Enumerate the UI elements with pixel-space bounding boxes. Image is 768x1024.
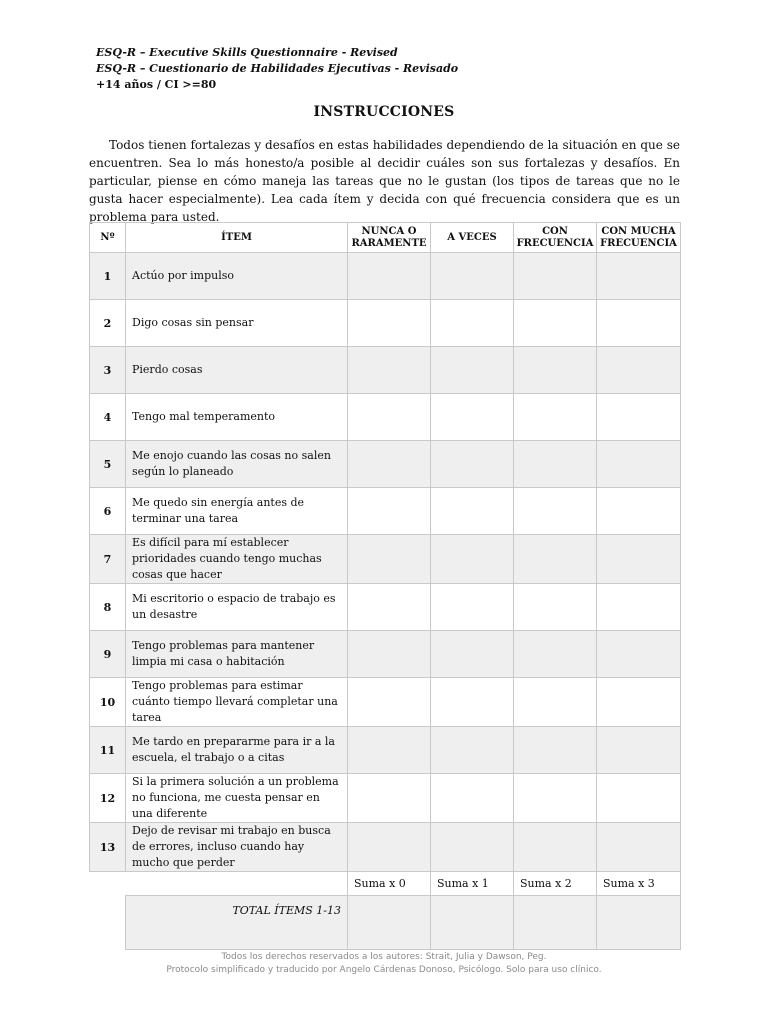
table-header-row: [90, 223, 681, 253]
answer-very-often-cell[interactable]: [597, 441, 681, 488]
footer: [0, 951, 768, 977]
item-text: Tengo problemas para mantener limpia mi casa o habitación: [126, 631, 348, 678]
answer-never-rarely-cell[interactable]: [348, 300, 431, 347]
total-label: TOTAL ÍTEMS 1-13: [126, 896, 348, 950]
sum-x1-label: Suma x 1: [431, 872, 514, 896]
item-text: Pierdo cosas: [126, 347, 348, 394]
answer-sometimes-cell[interactable]: [431, 488, 514, 535]
total-cell-sometimes[interactable]: [431, 896, 514, 950]
table-row: [90, 394, 681, 441]
table-row: [90, 774, 681, 823]
header-item: ÍTEM: [126, 223, 348, 253]
header-never-rarely: NUNCA O RARAMENTE: [348, 223, 431, 253]
answer-very-often-cell[interactable]: [597, 678, 681, 727]
item-number: 13: [90, 823, 126, 872]
header-sometimes: A VECES: [431, 223, 514, 253]
header-age-range: +14 años / CI >=80: [96, 78, 217, 91]
answer-often-cell[interactable]: [514, 535, 597, 584]
answer-often-cell[interactable]: [514, 488, 597, 535]
answer-never-rarely-cell[interactable]: [348, 253, 431, 300]
item-number: 8: [90, 584, 126, 631]
table-row: [90, 823, 681, 872]
answer-often-cell[interactable]: [514, 300, 597, 347]
answer-sometimes-cell[interactable]: [431, 441, 514, 488]
answer-very-often-cell[interactable]: [597, 347, 681, 394]
item-text: Es difícil para mí establecer prioridades cuando tengo muchas cosas que hacer: [126, 535, 348, 584]
sum-x3-label: Suma x 3: [597, 872, 681, 896]
answer-never-rarely-cell[interactable]: [348, 631, 431, 678]
table-row: [90, 441, 681, 488]
answer-often-cell[interactable]: [514, 727, 597, 774]
answer-often-cell[interactable]: [514, 584, 597, 631]
item-text: Digo cosas sin pensar: [126, 300, 348, 347]
footer-credits: Protocolo simplificado y traducido por Angelo Cárdenas Donoso, Psicólogo. Solo para uso clínico.: [166, 965, 602, 975]
item-number: 4: [90, 394, 126, 441]
answer-sometimes-cell[interactable]: [431, 774, 514, 823]
answer-very-often-cell[interactable]: [597, 823, 681, 872]
item-text: Me enojo cuando las cosas no salen según lo planeado: [126, 441, 348, 488]
header-often: CON FRECUENCIA: [514, 223, 597, 253]
answer-never-rarely-cell[interactable]: [348, 823, 431, 872]
item-number: 3: [90, 347, 126, 394]
item-text: Si la primera solución a un problema no funciona, me cuesta pensar en una diferente: [126, 774, 348, 823]
total-cell-often[interactable]: [514, 896, 597, 950]
sum-x2-label: Suma x 2: [514, 872, 597, 896]
item-number: 7: [90, 535, 126, 584]
answer-very-often-cell[interactable]: [597, 394, 681, 441]
instructions-paragraph: Todos tienen fortalezas y desafíos en estas habilidades dependiendo de la situación en que se encuentren. Sea lo más honesto/a posible al decidir cuáles son sus fortalezas y desafíos. En particular, piense en cómo maneja las tareas que no le gustan (los tipos de tareas que no le gusta hacer especialmente). Lea cada ítem y decida con qué frecuencia considera que es un problema para usted.: [89, 138, 680, 224]
footer-rights: Todos los derechos reservados a los autores: Strait, Julia y Dawson, Peg.: [221, 952, 547, 962]
answer-very-often-cell[interactable]: [597, 300, 681, 347]
answer-never-rarely-cell[interactable]: [348, 727, 431, 774]
answer-very-often-cell[interactable]: [597, 253, 681, 300]
item-number: 5: [90, 441, 126, 488]
total-cell-never[interactable]: [348, 896, 431, 950]
answer-sometimes-cell[interactable]: [431, 631, 514, 678]
table-row: [90, 347, 681, 394]
item-number: 10: [90, 678, 126, 727]
answer-sometimes-cell[interactable]: [431, 727, 514, 774]
item-text: Tengo mal temperamento: [126, 394, 348, 441]
answer-often-cell[interactable]: [514, 394, 597, 441]
answer-very-often-cell[interactable]: [597, 631, 681, 678]
answer-often-cell[interactable]: [514, 678, 597, 727]
document-header: [96, 45, 458, 93]
answer-very-often-cell[interactable]: [597, 584, 681, 631]
table-row: [90, 727, 681, 774]
answer-often-cell[interactable]: [514, 823, 597, 872]
answer-sometimes-cell[interactable]: [431, 823, 514, 872]
table-row: [90, 300, 681, 347]
total-row: [90, 896, 681, 950]
answer-often-cell[interactable]: [514, 347, 597, 394]
answer-very-often-cell[interactable]: [597, 774, 681, 823]
answer-never-rarely-cell[interactable]: [348, 394, 431, 441]
answer-never-rarely-cell[interactable]: [348, 347, 431, 394]
answer-never-rarely-cell[interactable]: [348, 584, 431, 631]
answer-never-rarely-cell[interactable]: [348, 535, 431, 584]
answer-sometimes-cell[interactable]: [431, 584, 514, 631]
questionnaire-table: [89, 222, 681, 950]
header-title-english: ESQ-R – Executive Skills Questionnaire - Revised: [96, 46, 398, 59]
table-row: [90, 253, 681, 300]
table-row: [90, 488, 681, 535]
item-number: 9: [90, 631, 126, 678]
total-cell-very-often[interactable]: [597, 896, 681, 950]
item-number: 1: [90, 253, 126, 300]
table-row: [90, 584, 681, 631]
item-number: 2: [90, 300, 126, 347]
answer-never-rarely-cell[interactable]: [348, 774, 431, 823]
item-text: Dejo de revisar mi trabajo en busca de errores, incluso cuando hay mucho que perder: [126, 823, 348, 872]
answer-sometimes-cell[interactable]: [431, 253, 514, 300]
answer-sometimes-cell[interactable]: [431, 535, 514, 584]
item-number: 6: [90, 488, 126, 535]
answer-very-often-cell[interactable]: [597, 727, 681, 774]
answer-sometimes-cell[interactable]: [431, 300, 514, 347]
answer-never-rarely-cell[interactable]: [348, 441, 431, 488]
item-text: Me tardo en prepararme para ir a la escuela, el trabajo o a citas: [126, 727, 348, 774]
item-number: 11: [90, 727, 126, 774]
answer-never-rarely-cell[interactable]: [348, 488, 431, 535]
table-row: [90, 535, 681, 584]
answer-often-cell[interactable]: [514, 631, 597, 678]
item-text: Tengo problemas para estimar cuánto tiempo llevará completar una tarea: [126, 678, 348, 727]
table-row: [90, 631, 681, 678]
answer-often-cell[interactable]: [514, 441, 597, 488]
item-text: Me quedo sin energía antes de terminar una tarea: [126, 488, 348, 535]
answer-very-often-cell[interactable]: [597, 535, 681, 584]
item-text: Mi escritorio o espacio de trabajo es un desastre: [126, 584, 348, 631]
sum-row: [90, 872, 681, 896]
answer-never-rarely-cell[interactable]: [348, 678, 431, 727]
header-number: Nº: [90, 223, 126, 253]
answer-sometimes-cell[interactable]: [431, 678, 514, 727]
answer-often-cell[interactable]: [514, 253, 597, 300]
answer-often-cell[interactable]: [514, 774, 597, 823]
answer-sometimes-cell[interactable]: [431, 347, 514, 394]
item-number: 12: [90, 774, 126, 823]
header-very-often: CON MUCHA FRECUENCIA: [597, 223, 681, 253]
answer-very-often-cell[interactable]: [597, 488, 681, 535]
table-row: [90, 678, 681, 727]
item-text: Actúo por impulso: [126, 253, 348, 300]
page-title: INSTRUCCIONES: [313, 104, 455, 120]
sum-x0-label: Suma x 0: [348, 872, 431, 896]
header-title-spanish: ESQ-R – Cuestionario de Habilidades Ejecutivas - Revisado: [96, 62, 459, 75]
answer-sometimes-cell[interactable]: [431, 394, 514, 441]
